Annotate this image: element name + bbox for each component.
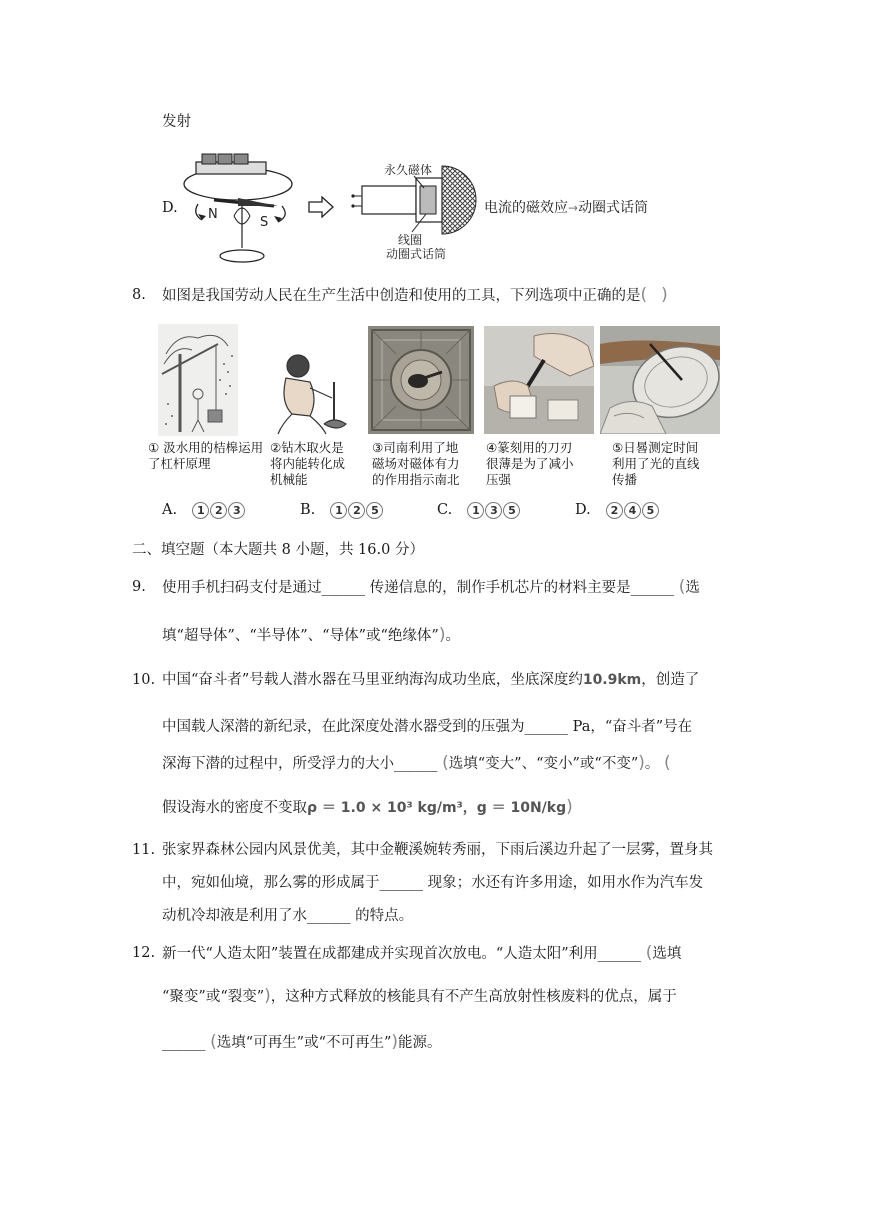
- caption-4: ④篆刻用的刀刃很薄是为了减小压强: [486, 440, 574, 487]
- question-stem: 如图是我国劳动人民在生产生活中创造和使用的工具，下列选项中正确的是( ): [162, 285, 668, 305]
- well-sweep-icon: [158, 324, 238, 436]
- option-b[interactable]: B. 1 2 5: [300, 500, 384, 520]
- question-text: 假设海水的密度不变取ρ ＝ 1.0 × 10³ kg/m³，g ＝ 10N/kg): [162, 797, 573, 817]
- option-d-letter: D.: [162, 200, 178, 216]
- sinan-compass-image: [368, 326, 474, 434]
- question-text: 中，宛如仙境，那么雾的形成属于______ 现象；水还有许多用途，如用水作为汽车发: [162, 875, 704, 891]
- question-text: 中国载人深潜的新纪录，在此深度处潜水器受到的压强为______ Pa，“奋斗者”号在: [162, 719, 693, 735]
- seal-carving-icon: [484, 326, 594, 434]
- drill-fire-icon: [270, 352, 350, 438]
- option-c[interactable]: C. 1 3 5: [437, 500, 521, 520]
- paren-close: ): [438, 625, 446, 645]
- north-pole-label: N: [208, 207, 218, 222]
- permanent-magnet-label: 永久磁体: [384, 163, 433, 177]
- question-text: 填“超导体”、“半导体”、“导体”或“绝缘体”)。: [162, 625, 460, 645]
- sundial-icon: [600, 326, 720, 434]
- sinan-compass-icon: [368, 326, 474, 434]
- caption-2: ②钻木取火是将内能转化成机械能: [270, 440, 346, 487]
- question-number: 10.: [132, 672, 156, 688]
- question-text: 新一代“人造太阳”装置在成都建成并实现首次放电。“人造太阳”利用______ (选填: [162, 943, 682, 963]
- question-number: 12.: [132, 945, 156, 961]
- sundial-image: [600, 326, 720, 434]
- question-fragment: 发射: [162, 114, 191, 130]
- option-d[interactable]: D. 2 4 5: [575, 500, 660, 520]
- question-text: 中国“奋斗者”号载人潜水器在马里亚纳海沟成功坐底，坐底深度约10.9km，创造了: [162, 672, 700, 688]
- oersted-experiment-figure: [178, 148, 298, 270]
- south-pole-label: S: [260, 215, 269, 230]
- question-text: 使用手机扫码支付是通过______ 传递信息的，制作手机芯片的材料主要是______ (选: [162, 577, 700, 597]
- question-number: 9.: [132, 579, 146, 595]
- arrow-icon: →: [568, 201, 579, 215]
- option-a[interactable]: A. 1 2 3: [162, 500, 246, 520]
- microphone-label: 动圈式话筒: [386, 247, 447, 260]
- hollow-arrow-icon: [308, 196, 334, 218]
- question-text: ______ (选填“可再生”或“不可再生”)能源。: [162, 1032, 442, 1052]
- question-text: “聚变”或“裂变”)，这种方式释放的核能具有不产生高放射性核废料的优点，属于: [162, 986, 677, 1006]
- drill-fire-image: [270, 352, 350, 438]
- caption-1: ① 汲水用的桔槔运用了杠杆原理: [148, 440, 264, 471]
- coil-label: 线圈: [398, 233, 423, 247]
- question-number: 11.: [132, 842, 156, 858]
- dynamic-microphone-figure: [350, 156, 484, 260]
- section-heading: 二、填空题（本大题共 8 小题，共 16.0 分）: [132, 542, 424, 558]
- well-sweep-image: [158, 324, 238, 436]
- paren-open: (: [678, 577, 686, 597]
- question-text: 动机冷却液是利用了水______ 的特点。: [162, 908, 414, 924]
- caption-3: ③司南利用了地磁场对磁体有力的作用指示南北: [372, 440, 460, 487]
- caption-5: ⑤日晷测定时间利用了光的直线传播: [612, 440, 700, 487]
- option-d-principle: 电流的磁效应→动圈式话筒: [484, 200, 649, 216]
- question-text: 张家界森林公园内风景优美，其中金鞭溪婉转秀丽，下雨后溪边升起了一层雾，置身其: [162, 842, 713, 858]
- seal-carving-image: [484, 326, 594, 434]
- question-number: 8.: [132, 287, 146, 303]
- question-text: 深海下潜的过程中，所受浮力的大小______ (选填“变大”、“变小”或“不变”)。 (: [162, 753, 671, 773]
